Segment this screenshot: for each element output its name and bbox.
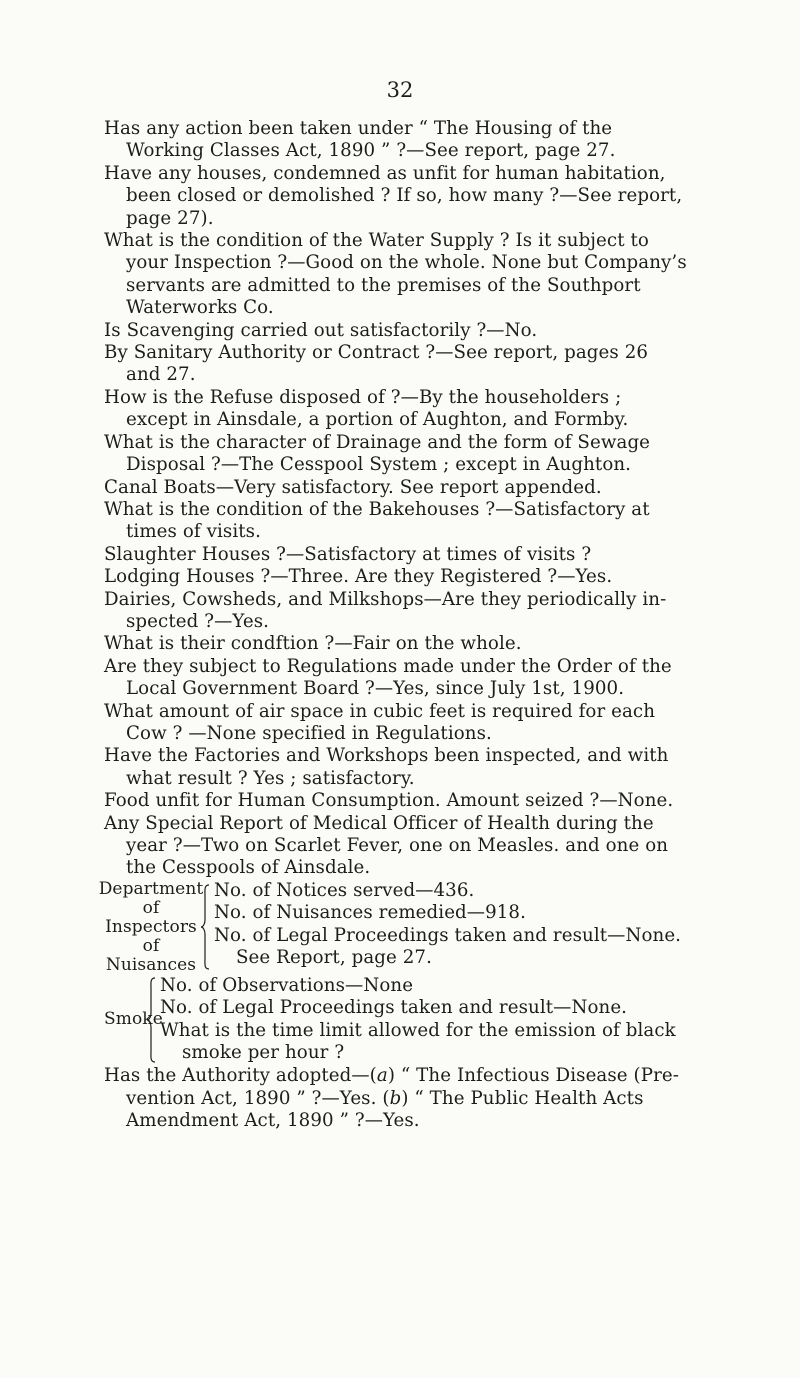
final-prefix: Has the Authority adopted—( bbox=[104, 1065, 377, 1087]
brace-icon bbox=[200, 880, 210, 975]
paragraph: What is the condition of the Water Supply ? Is it subject to your Inspection ?—Good on the whole. None but Company’s servants are admitted to the premises of the Southport Waterworks Co. bbox=[104, 230, 687, 319]
brace-icon bbox=[146, 975, 156, 1065]
department-label: Department of Inspectors of Nuisances bbox=[98, 878, 204, 975]
list-item: No. of Nuisances remedied—918. bbox=[214, 902, 526, 924]
paragraph: Food unfit for Human Consumption. Amount seized ?—None. bbox=[104, 790, 674, 812]
list-item: No. of Notices served—436. bbox=[214, 879, 475, 901]
list-item: No. of Legal Proceedings taken and result—None. bbox=[160, 997, 628, 1019]
paragraph: What is their condftion ?—Fair on the whole. bbox=[104, 633, 522, 655]
paragraph: Have any houses, condemned as unfit for human habitation, been closed or demolished ? If so, how many ?—See report, page 27). bbox=[104, 162, 683, 229]
list-item: No. of Observations—None bbox=[160, 974, 414, 996]
paragraph: Are they subject to Regulations made under the Order of the Local Government Board ?—Yes, since July 1st, 1900. bbox=[104, 655, 672, 700]
smoke-label: Smoke bbox=[104, 1009, 163, 1030]
paragraph: Any Special Report of Medical Officer of Health during the year ?—Two on Scarlet Fever, one on Measles. and one on the Cesspools of Ainsdale. bbox=[104, 812, 669, 879]
smoke-group bbox=[104, 975, 688, 1065]
final-middle: ) “ The Infectious Disease (Pre-vention Act, 1890 ” ?—Yes. ( bbox=[126, 1065, 679, 1109]
department-nuisances-group bbox=[98, 878, 688, 975]
paragraph: Lodging Houses ?—Three. Are they Registered ?—Yes. bbox=[104, 566, 613, 588]
paragraph: Is Scavenging carried out satisfactorily ?—No. bbox=[104, 319, 538, 341]
final-a: a bbox=[376, 1065, 388, 1087]
final-suffix: ) “ The Public Health Acts Amendment Act, 1890 ” ?—Yes. bbox=[126, 1087, 644, 1132]
page-number: 32 bbox=[386, 78, 414, 102]
paragraph: By Sanitary Authority or Contract ?—See report, pages 26 and 27. bbox=[104, 342, 649, 386]
paragraph: What is the character of Drainage and the form of Sewage Disposal ?—The Cesspool System ; except in Aughton. bbox=[104, 431, 651, 476]
paragraph: Canal Boats—Very satisfactory. See report appended. bbox=[104, 476, 602, 498]
smoke-items bbox=[160, 975, 688, 1065]
paragraph: What amount of air space in cubic feet is required for each Cow ? —None specified in Regulations. bbox=[104, 700, 656, 744]
final-paragraph bbox=[104, 1065, 688, 1132]
paragraph: How is the Refuse disposed of ?—By the householders ; except in Ainsdale, a portion of Aughton, and Formby. bbox=[104, 386, 629, 431]
paragraph: Has any action been taken under “ The Housing of the Working Classes Act, 1890 ” ?—See report, page 27. bbox=[104, 118, 616, 162]
list-item: What is the time limit allowed for the emission of black smoke per hour ? bbox=[160, 1019, 676, 1064]
paragraph: Dairies, Cowsheds, and Milkshops—Are they periodically in-spected ?—Yes. bbox=[104, 588, 667, 632]
paragraph: Have the Factories and Workshops been inspected, and with what result ? Yes ; satisfactory. bbox=[104, 745, 669, 789]
list-item: No. of Legal Proceedings taken and result—None. See Report, page 27. bbox=[214, 924, 682, 969]
paragraph: Slaughter Houses ?—Satisfactory at times of visits ? bbox=[104, 543, 592, 565]
department-items bbox=[214, 880, 688, 975]
paragraph: What is the condition of the Bakehouses ?—Satisfactory at times of visits. bbox=[104, 498, 650, 543]
final-b: b bbox=[389, 1087, 402, 1109]
document-body bbox=[98, 118, 688, 1133]
